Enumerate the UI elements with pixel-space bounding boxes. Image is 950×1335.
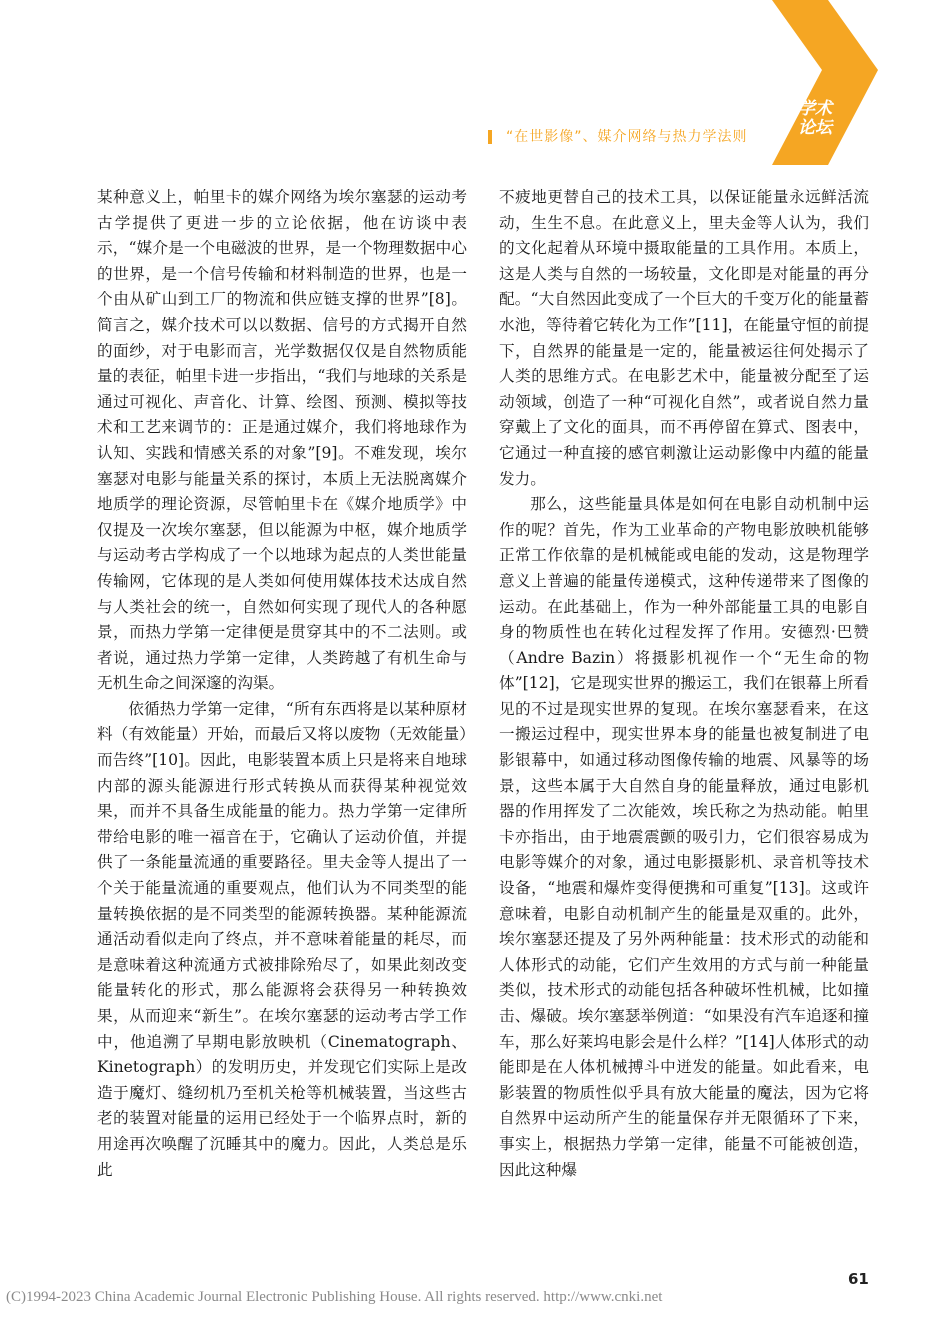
paragraph: 依循热力学第一定律，“所有东西将是以某种原材料（有效能量）开始，而最后又将以废物（无效能量）而告终”[10]。因此，电影装置本质上只是将来自地球内部的源头能源进行形式转换从而获得某种视觉效果，而并不具备生成能量的能力。热力学第一定律所带给电影的唯一福音在于，它确认了运动价值，并提供了一条能量流通的重要路径。里夫金等人提出了一个关于能量流通的重要观点，他们认为不同类型的能量转换依据的是不同类型的能源转换器。某种能源流通活动看似走向了终点，并不意味着能量的耗尽，而是意味着这种流通方式被排除殆尽了，如果此刻改变能量转化的形式，那么能源将会获得另一种转换效果，从而迎来“新生”。在埃尔塞瑟的运动考古学工作中，他追溯了早期电影放映机（Cinematograph、Kinetograph）的发明历史，并发现它们实际上是改造于魔灯、缝纫机乃至机关枪等机械装置，当这些古老的装置对能量的运用已经处于一个临界点时，新的用途再次唤醒了沉睡其中的魔力。因此，人类总是乐此 [97,699,467,1179]
chevron-decoration-icon [770,0,880,165]
right-column [499,185,869,1183]
left-column [97,185,467,1183]
section-tag: 学术论坛 [798,99,832,138]
page-number: 61 [848,1270,869,1288]
paragraph: 不疲地更替自己的技术工具，以保证能量永远鲜活流动，生生不息。在此意义上，里夫金等人认为，我们的文化起着从环境中摄取能量的工具作用。本质上，这是人类与自然的一场较量，文化即是对能量的再分配。“大自然因此变成了一个巨大的千变万化的能量蓄水池，等待着它转化为工作”[11]，在能量守恒的前提下，自然界的能量是一定的，能量被运往何处揭示了人类的思维方式。在电影艺术中，能量被分配至了运动领域，创造了一种“可视化自然”，或者说自然力量穿戴上了文化的面具，而不再停留在算式、图表中，它通过一种直接的感官刺激让运动影像中内蕴的能量发力。 [499,188,869,488]
running-head: “在世影像”、媒介网络与热力学法则 [506,129,748,145]
paragraph: 某种意义上，帕里卡的媒介网络为埃尔塞瑟的运动考古学提供了更进一步的立论依据，他在访谈中表示，“媒介是一个电磁波的世界，是一个物理数据中心的世界，是一个信号传输和材料制造的世界，也是一个由从矿山到工厂的物流和供应链支撑的世界”[8]。简言之，媒介技术可以以数据、信号的方式揭开自然的面纱，对于电影而言，光学数据仅仅是自然物质能量的表征，帕里卡进一步指出，“我们与地球的关系是通过可视化、声音化、计算、绘图、预测、模拟等技术和工艺来调节的：正是通过媒介，我们将地球作为认知、实践和情感关系的对象”[9]。不难发现，埃尔塞瑟对电影与能量关系的探讨，本质上无法脱离媒介地质学的理论资源，尽管帕里卡在《媒介地质学》中仅提及一次埃尔塞瑟，但以能源为中枢，媒介地质学与运动考古学构成了一个以地球为起点的人类世能量传输网，它体现的是人类如何使用媒体技术达成自然与人类社会的统一，自然如何实现了现代人的各种愿景，而热力学第一定律便是贯穿其中的不二法则。或者说，通过热力学第一定律，人类跨越了有机生命与无机生命之间深邃的沟渠。 [97,188,467,693]
header-accent-bar [488,130,492,144]
copyright-notice: (C)1994-2023 China Academic Journal Electronic Publishing House. All rights reserved. http://www.cnki.net [6,1289,663,1305]
paragraph: 那么，这些能量具体是如何在电影自动机制中运作的呢？首先，作为工业革命的产物电影放映机能够正常工作依靠的是机械能或电能的发动，这是物理学意义上普遍的能量传递模式，这种传递带来了图像的运动。在此基础上，作为一种外部能量工具的电影自身的物质性也在转化过程发挥了作用。安德烈·巴赞（Andre Bazin）将摄影机视作一个“无生命的物体”[12]，它是现实世界的搬运工，我们在银幕上所看见的不过是现实世界的复现。在埃尔塞瑟看来，在这一搬运过程中，现实世界本身的能量也被复制进了电影银幕中，如通过移动图像传输的地震、风暴等的场景，这些本属于大自然自身的能量释放，通过电影机器的作用挥发了二次能效，埃氏称之为热动能。帕里卡亦指出，由于地震震颤的吸引力，它们很容易成为电影等媒介的对象，通过电影摄影机、录音机等技术设备，“地震和爆炸变得便携和可重复”[13]。这或许意味着，电影自动机制产生的能量是双重的。此外，埃尔塞瑟还提及了另外两种能量：技术形式的动能和人体形式的动能，它们产生效用的方式与前一种能量类似，技术形式的动能包括各种破坏性机械，比如撞击、爆破。埃尔塞瑟举例道：“如果没有汽车追逐和撞车，那么好莱坞电影会是什么样？”[14]人体形式的动能即是在人体机械搏斗中迸发的能量。如此看来，电影装置的物质性似乎具有放大能量的魔法，因为它将自然界中运动所产生的能量保存并无限循环了下来，事实上，根据热力学第一定律，能量不可能被创造，因此这种爆 [499,495,869,1179]
